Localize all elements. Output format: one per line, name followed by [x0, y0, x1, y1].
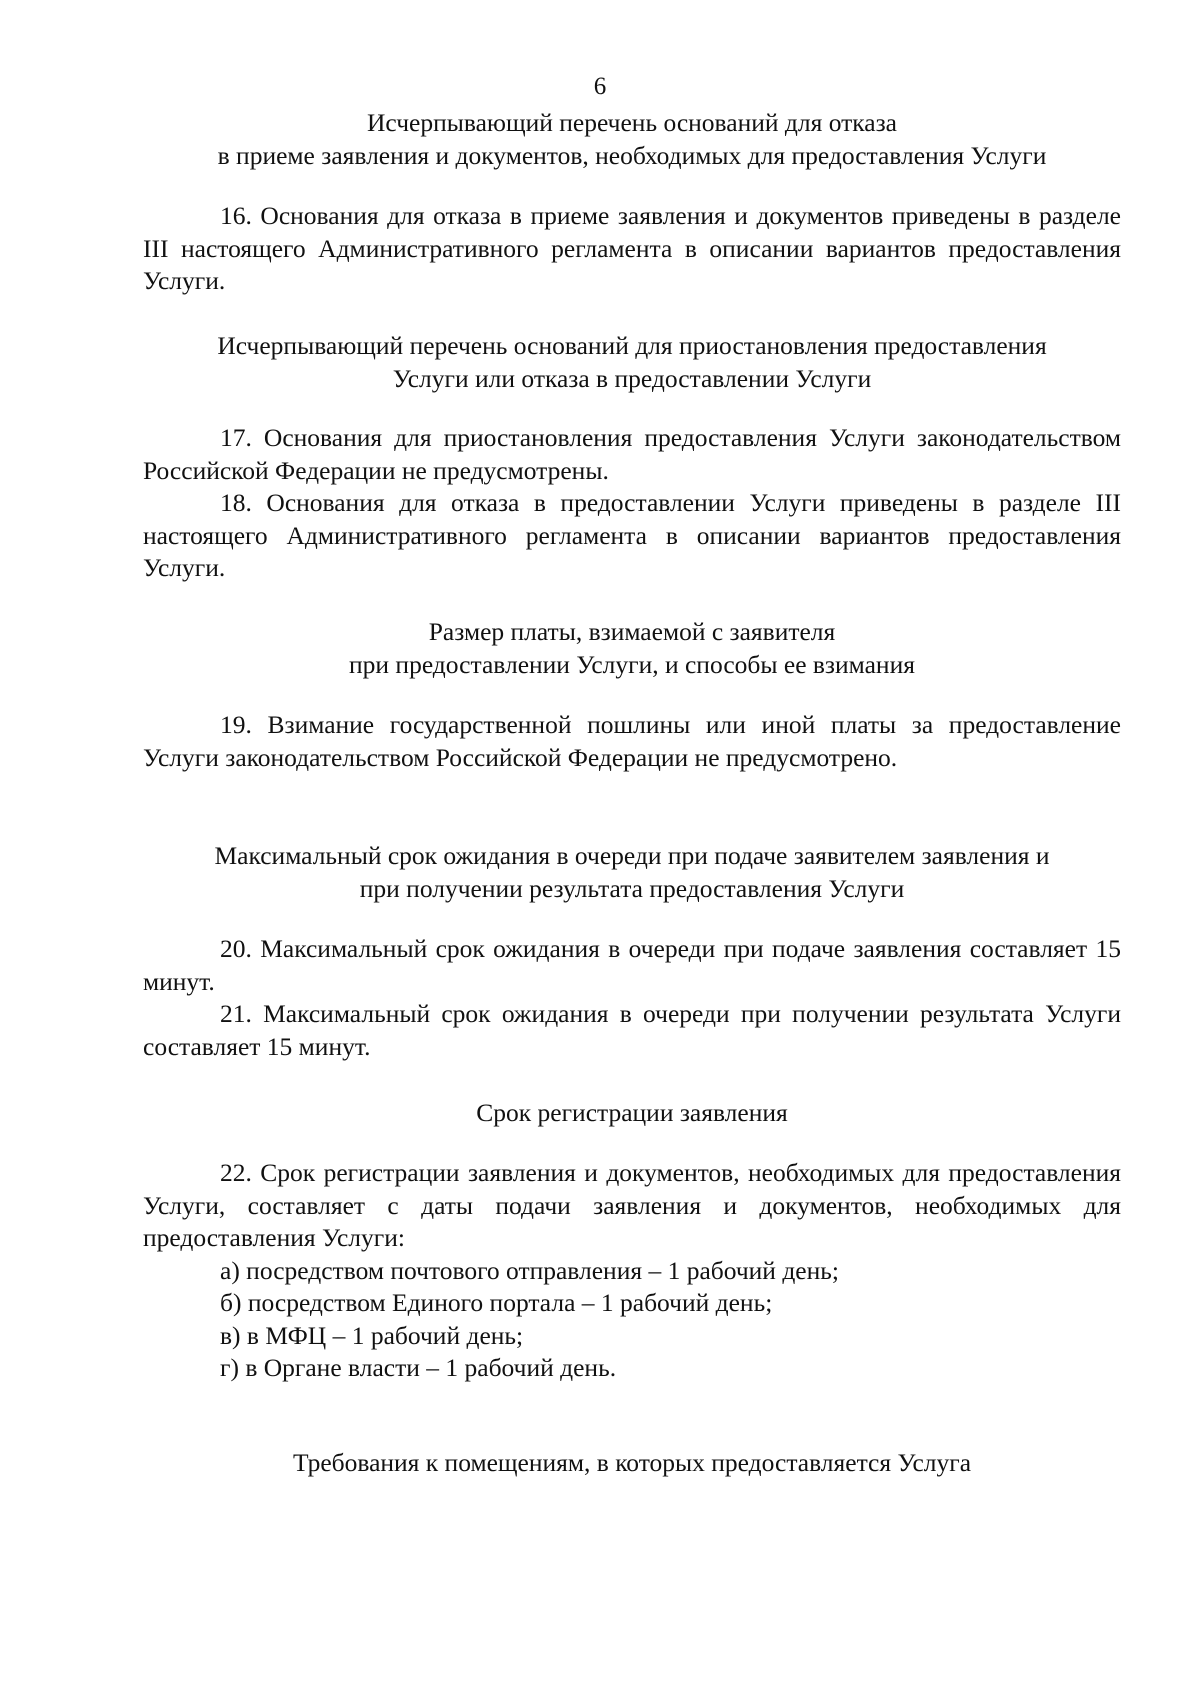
section-heading-refusal-reception — [143, 107, 1121, 172]
heading-line: Максимальный срок ожидания в очереди при подаче заявителем заявления и — [214, 841, 1050, 870]
heading-line: Требования к помещениям, в которых предоставляется Услуга — [292, 1448, 972, 1477]
heading-line: Размер платы, взимаемой с заявителя — [428, 617, 836, 646]
heading-line: в приеме заявления и документов, необходимых для предоставления Услуги — [217, 140, 1047, 170]
heading-line: при получении результата предоставления Услуги — [359, 873, 905, 903]
paragraph-17: 17. Основания для приостановления предоставления Услуги законодательством Российской Федерации не предусмотрены. — [143, 423, 1121, 485]
paragraphs-17-18 — [143, 422, 1121, 585]
heading-line: Исчерпывающий перечень оснований для приостановления предоставления — [217, 331, 1047, 360]
paragraph-text: 16. Основания для отказа в приеме заявления и документов приведены в разделе III настоящего Административного регламента в описании вариантов предоставления Услуги. — [143, 201, 1121, 295]
paragraph-text: 22. Срок регистрации заявления и документов, необходимых для предоставления Услуги, составляет с даты подачи заявления и документов, необходимых для предоставления Услуги: — [143, 1158, 1121, 1252]
paragraph-21: 21. Максимальный срок ожидания в очереди при получении результата Услуги составляет 15 минут. — [143, 999, 1121, 1061]
heading-line: при предоставлении Услуги, и способы ее взимания — [349, 649, 915, 679]
list-item: а) посредством почтового отправления – 1 рабочий день; — [220, 1255, 839, 1285]
section-heading-suspension — [143, 330, 1121, 395]
section-heading-fee — [143, 616, 1121, 681]
heading-line: Услуги или отказа в предоставлении Услуги — [392, 363, 872, 393]
paragraph-16 — [143, 200, 1121, 298]
paragraph-20: 20. Максимальный срок ожидания в очереди при подаче заявления составляет 15 минут. — [143, 934, 1121, 996]
section-heading-queue — [143, 840, 1121, 905]
paragraph-18: 18. Основания для отказа в предоставлении Услуги приведены в разделе III настоящего Административного регламента в описании вариантов предоставления Услуги. — [143, 488, 1121, 582]
paragraphs-20-21 — [143, 933, 1121, 1063]
heading-line: Срок регистрации заявления — [476, 1098, 788, 1127]
list-item: в) в МФЦ – 1 рабочий день; — [220, 1320, 524, 1350]
section-heading-registration — [143, 1097, 1121, 1130]
list-item: г) в Органе власти – 1 рабочий день. — [220, 1353, 617, 1382]
section-heading-premises — [143, 1447, 1121, 1480]
paragraph-text: 19. Взимание государственной пошлины или иной платы за предоставление Услуги законодательством Российской Федерации не предусмотрено. — [143, 710, 1121, 772]
page-number: 6 — [593, 73, 607, 100]
paragraph-22 — [143, 1157, 1121, 1385]
list-item: б) посредством Единого портала – 1 рабочий день; — [220, 1288, 773, 1317]
heading-line: Исчерпывающий перечень оснований для отказа — [367, 108, 897, 137]
paragraph-19 — [143, 709, 1121, 774]
